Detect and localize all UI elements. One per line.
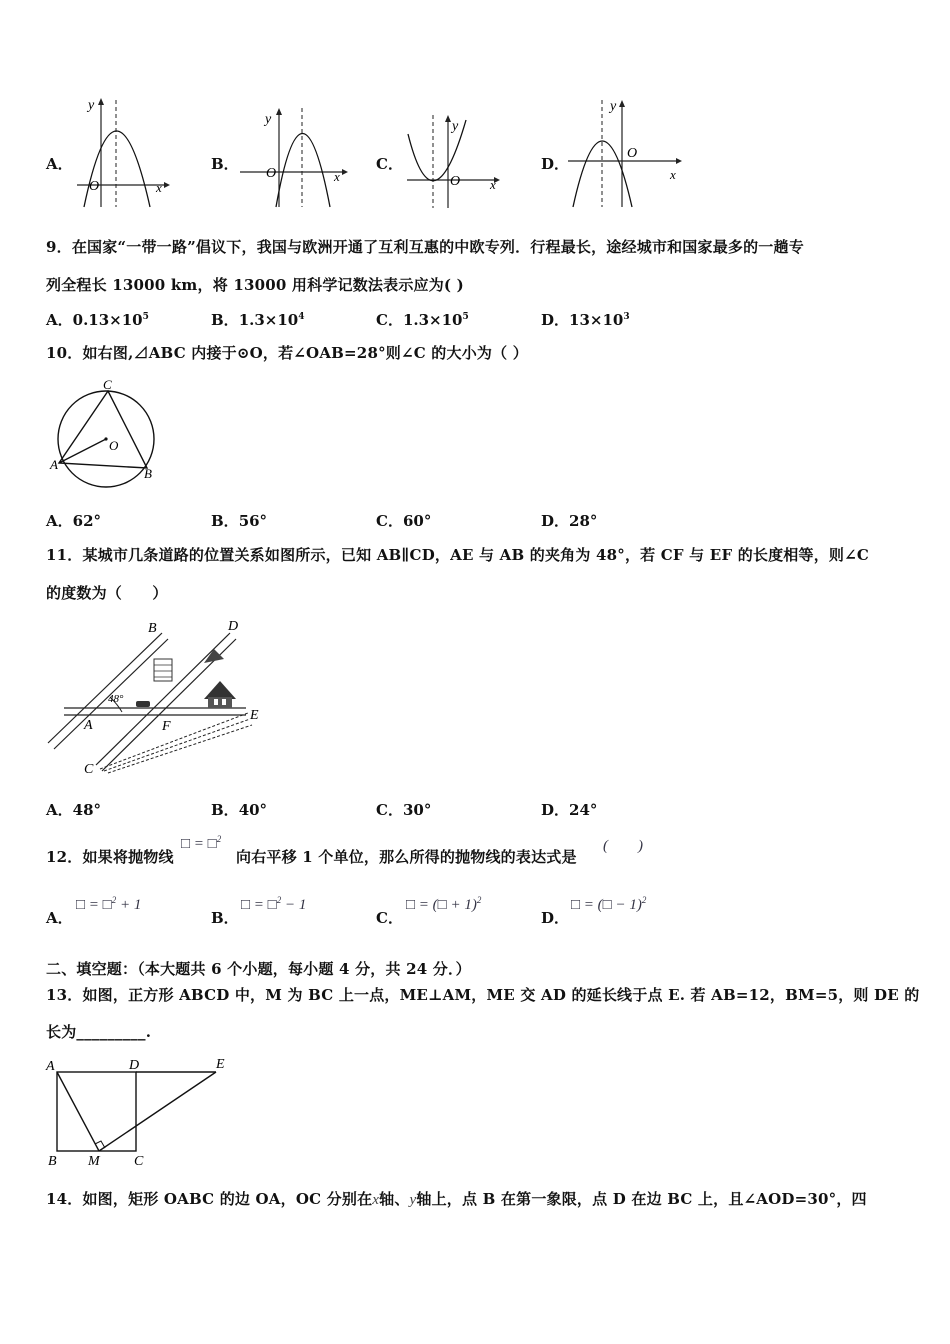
q11-option-c-letter: C． <box>376 801 403 819</box>
q10-stem-line1: 10．如右图,⊿ABC 内接于⊙O，若∠OAB=28°则∠C 的大小为（ ） <box>46 344 528 362</box>
q8-b-x-label: x <box>334 169 340 184</box>
q13-label-e: E <box>216 1057 225 1072</box>
q13-square-figure <box>44 1052 234 1170</box>
q13-stem-line2: 长为_________. <box>46 1023 152 1041</box>
q12-option-c-formula: □ = (□ + 1) <box>406 897 477 913</box>
q9-stem-line2: 列全程长 13000 km，将 13000 用科学记数法表示应为( ) <box>46 276 464 294</box>
q9-option-c[interactable] <box>376 309 469 330</box>
q11-option-d-value: 24° <box>569 801 598 819</box>
q8-graph-a <box>72 95 172 210</box>
q12-option-a-formula: □ = □ <box>76 897 112 913</box>
q13-label-m: M <box>88 1154 100 1169</box>
q8-b-y-label: y <box>265 112 272 127</box>
q10-option-d-letter: D． <box>541 512 570 530</box>
q11-option-a[interactable] <box>46 799 101 820</box>
q9-stem-line1: 9．在国家“一带一路”倡议下，我国与欧洲开通了互利互惠的中欧专列．行程最长，途经城市和国家最多的一趟专 <box>46 238 804 256</box>
q9-option-c-letter: C． <box>376 311 403 329</box>
q8-c-x-label: x <box>490 177 496 192</box>
q11-option-b-letter: B． <box>211 801 239 819</box>
q8-option-b-letter: B． <box>211 155 239 173</box>
q10-option-c-letter: C． <box>376 512 403 530</box>
q13-label-c: C <box>134 1154 144 1169</box>
q11-option-b-value: 40° <box>238 801 268 819</box>
q12-option-a-tail: + 1 <box>116 897 142 913</box>
q12-option-d[interactable] <box>571 895 646 914</box>
q10-option-b-value: 56° <box>238 512 268 530</box>
q10-label-o: O <box>109 438 119 453</box>
q12-option-b-tail: − 1 <box>281 897 307 913</box>
q11-option-a-value: 48° <box>72 801 102 819</box>
q13-label-d: D <box>129 1058 140 1073</box>
q10-option-c-value: 60° <box>402 512 432 530</box>
q9-option-b-letter: B． <box>211 311 239 329</box>
section2-title: 二、填空题：（本大题共 6 个小题，每小题 4 分，共 24 分．） <box>46 960 471 978</box>
q11-label-d: D <box>228 619 239 634</box>
q8-graph-d <box>566 95 688 210</box>
q13-label-b: B <box>48 1154 57 1169</box>
q14-part2: 轴、 <box>379 1190 410 1208</box>
q9-option-a-letter: A． <box>46 311 73 329</box>
q8-option-a-letter: A． <box>46 155 73 173</box>
q9-option-b[interactable] <box>211 309 305 330</box>
q8-d-origin: O <box>627 146 638 161</box>
q9-option-d-letter: D． <box>541 311 570 329</box>
q12-option-d-exp: 2 <box>641 895 647 905</box>
q10-option-b[interactable] <box>211 510 267 531</box>
q12-option-b-letter: B． <box>211 909 239 927</box>
q14-x-symbol: x <box>372 1192 380 1208</box>
q10-option-d-value: 28° <box>569 512 598 530</box>
q8-b-origin: O <box>266 166 277 181</box>
q14-part3: 轴上，点 B 在第一象限，点 D 在边 BC 上，且∠AOD=30°，四 <box>416 1190 867 1208</box>
q11-label-c: C <box>84 762 94 777</box>
q10-option-a-letter: A． <box>46 512 73 530</box>
q12-parabola-formula <box>181 834 221 853</box>
q10-label-c: C <box>103 377 112 392</box>
q12-option-a-letter: A． <box>46 909 73 927</box>
q12-option-d-formula: □ = (□ − 1) <box>571 897 642 913</box>
q8-a-origin: O <box>89 179 100 194</box>
q9-option-a[interactable] <box>46 309 149 330</box>
q9-option-c-exp: 5 <box>462 312 469 322</box>
q12-option-a[interactable] <box>76 895 141 914</box>
q9-option-d-exp: 3 <box>623 312 630 322</box>
q11-label-a: A <box>84 718 93 733</box>
q11-option-a-letter: A． <box>46 801 73 819</box>
q10-option-c[interactable] <box>376 510 431 531</box>
q9-option-c-base: 1.3×10 <box>402 311 463 329</box>
q11-option-b[interactable] <box>211 799 267 820</box>
q12-option-c-exp: 2 <box>476 895 482 905</box>
q8-option-d-letter: D． <box>541 155 570 173</box>
q8-option-c-letter: C． <box>376 155 403 173</box>
q9-option-d-base: 13×10 <box>569 311 624 329</box>
q9-option-b-base: 1.3×10 <box>238 311 299 329</box>
q12-option-a-exp: 2 <box>111 895 117 905</box>
q9-option-a-base: 0.13×10 <box>72 311 143 329</box>
q8-a-x-label: x <box>156 180 162 195</box>
q11-option-d-letter: D． <box>541 801 570 819</box>
q8-graph-c <box>402 112 502 210</box>
q12-parabola-text: □ = □ <box>181 836 217 852</box>
q8-a-y-label: y <box>88 98 95 113</box>
q9-option-d[interactable] <box>541 309 630 330</box>
q11-option-c-value: 30° <box>402 801 432 819</box>
q11-road-figure <box>44 615 274 780</box>
q11-angle-label: 48° <box>108 693 124 705</box>
q14-part1: 14．如图，矩形 OABC 的边 OA，OC 分别在 <box>46 1190 373 1208</box>
q8-c-y-label: y <box>452 119 459 134</box>
q11-stem-line2: 的度数为（ ） <box>46 584 168 602</box>
q11-stem-line1: 11．某城市几条道路的位置关系如图所示，已知 AB∥CD，AE 与 AB 的夹角为 48°，若 CF 与 EF 的长度相等，则∠C <box>46 546 870 564</box>
q11-option-c[interactable] <box>376 799 431 820</box>
q8-d-x-label: x <box>670 167 676 182</box>
q11-label-f: F <box>162 719 171 734</box>
q10-circle-figure <box>46 376 164 496</box>
q9-option-a-exp: 5 <box>142 312 149 322</box>
q13-label-a: A <box>46 1059 55 1074</box>
q10-option-d[interactable] <box>541 510 597 531</box>
q11-option-d[interactable] <box>541 799 597 820</box>
q11-label-b: B <box>148 621 157 636</box>
q10-option-b-letter: B． <box>211 512 239 530</box>
q12-option-b-exp: 2 <box>276 895 282 905</box>
q8-c-origin: O <box>450 174 461 189</box>
q12-option-b-formula: □ = □ <box>241 897 277 913</box>
q13-stem-line1: 13．如图，正方形 ABCD 中，M 为 BC 上一点，ME⊥AM，ME 交 AD 的延长线于点 E. 若 AB=12，BM=5，则 DE 的 <box>46 986 920 1004</box>
q10-option-a[interactable] <box>46 510 101 531</box>
q12-stem-suffix: 向右平移 1 个单位，那么所得的抛物线的表达式是 <box>236 848 577 866</box>
q14-stem-line1 <box>46 1188 867 1209</box>
q12-option-c-letter: C． <box>376 909 403 927</box>
q14-y-symbol: y <box>409 1192 417 1208</box>
q12-paren: ( ) <box>603 838 643 854</box>
q12-parabola-exp: 2 <box>216 834 222 844</box>
q12-option-b[interactable] <box>241 895 306 914</box>
q11-label-e: E <box>250 708 259 723</box>
q8-d-y-label: y <box>610 99 617 114</box>
q8-graph-b <box>238 105 348 210</box>
q10-label-a: A <box>50 457 58 472</box>
q12-option-c[interactable] <box>406 895 481 914</box>
q12-option-d-letter: D． <box>541 909 570 927</box>
q10-option-a-value: 62° <box>72 512 102 530</box>
q9-option-b-exp: 4 <box>298 312 305 322</box>
q10-label-b: B <box>144 466 152 481</box>
q12-stem-prefix: 12．如果将抛物线 <box>46 848 174 866</box>
